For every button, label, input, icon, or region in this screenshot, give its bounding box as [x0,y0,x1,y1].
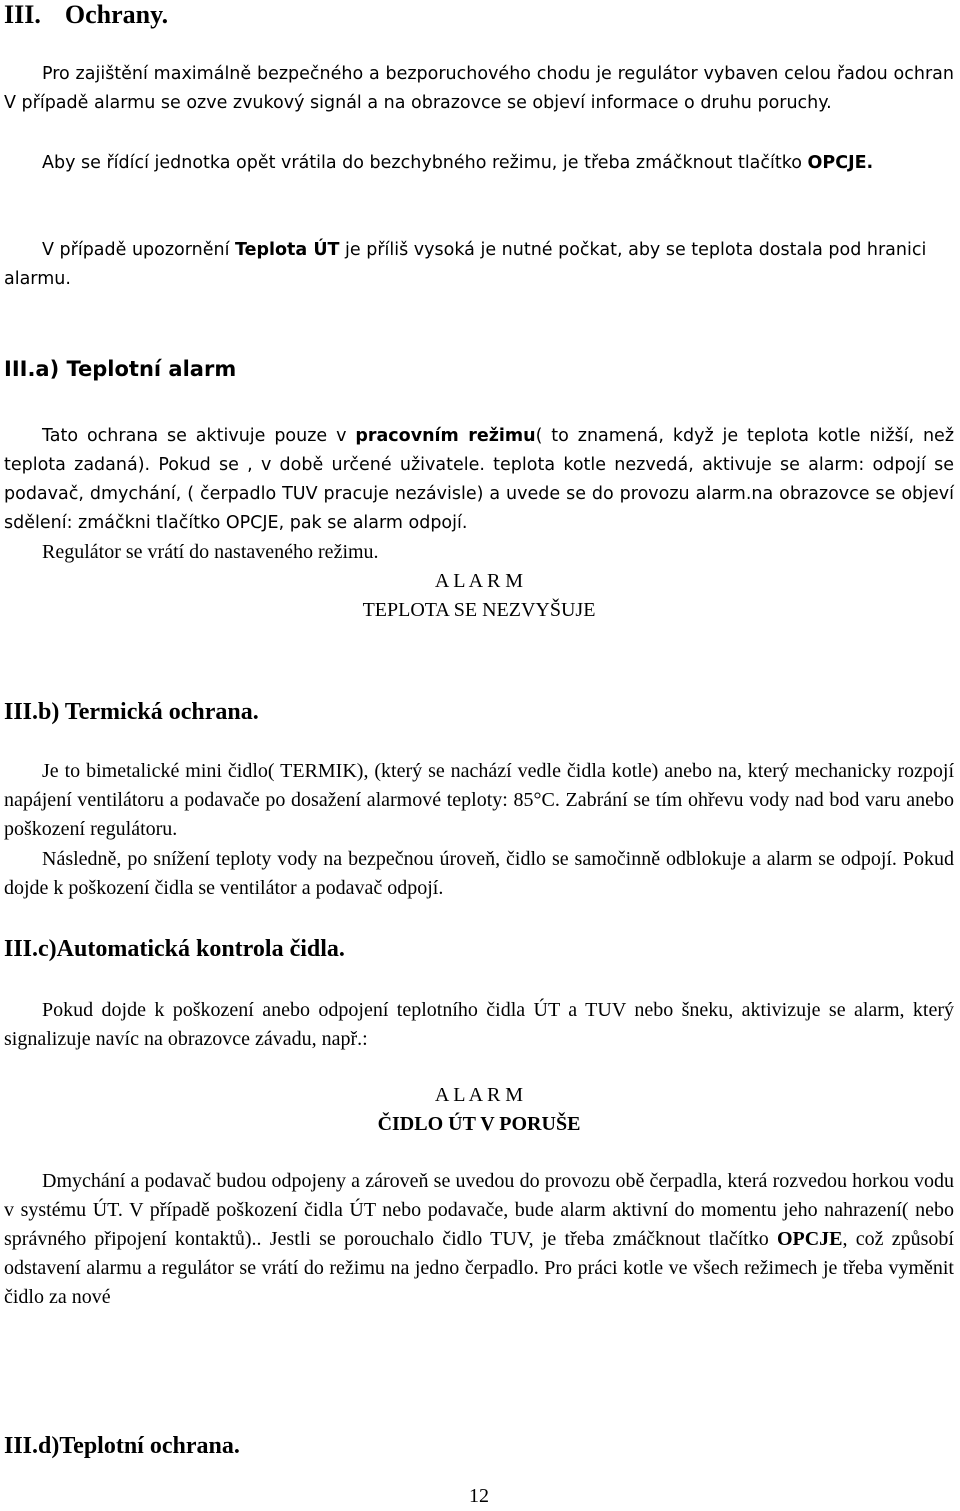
section-a-text-b: ( to znamená, když je teplota kotle nižší, než teplota zadaná). Pokud se , v době určené uživatele. teplota kotle nezvedá, aktivuje se alarm: odpojí se podavač, dmychání, ( čerpadlo TUV pracuje nezávisle) a uvede se do provozu alarm.na obrazovce se objeví sdělení: zmáčkni tlačítko OPCJE, pak se alarm odpojí. [4,426,955,533]
intro-paragraph-2-text: Aby se řídící jednotka opět vrátila do bezchybného režimu, je třeba zmáčknout tlačítko [42,153,802,173]
section-a-paragraph [4,422,954,538]
intro-paragraph-3 [4,236,954,294]
intro-paragraph-2 [4,149,954,178]
main-heading [4,0,954,30]
alarm-text-c: ČIDLO ÚT V PORUŠE [377,1113,581,1135]
section-a-heading: III.a) Teplotní alarm [4,357,237,381]
section-a-paragraph-2: Regulátor se vrátí do nastaveného režimu. [42,541,379,563]
section-b-paragraph-2: Následně, po snížení teploty vody na bezpečnou úroveň, čidlo se samočinně odblokuje a alarm se odpojí. Pokud dojde k poškození čidla se ventilátor a podavač odpojí. [4,848,954,899]
opcje-label: OPCJE. [807,153,874,173]
section-c-text-a: Dmychání a podavač budou odpojeny a zároveň se uvedou do provozu obě čerpadla, která rozvedou horkou vodu v systému ÚT. V případě poškození čidla ÚT nebo podavače, bude alarm aktivní do momentu jeho nahrazení( nebo správného připojení kontaktů).. Jestli se porouchalo čidlo TUV, je třeba zmáčknout tlačítko [4,1170,954,1250]
alarm-text-a: TEPLOTA SE NEZVYŠUJE [362,599,596,621]
page-number: 12 [469,1485,489,1507]
section-d-heading: III.d)Teplotní ochrana. [4,1433,240,1459]
section-b-heading: III.b) Termická ochrana. [4,699,259,725]
teplota-ut-label: Teplota ÚT [235,240,340,260]
alarm-label-a: A L A R M [434,570,524,592]
main-heading-title: Ochrany. [64,0,169,29]
section-c-paragraph-2 [4,1167,954,1312]
intro-paragraph-1: Pro zajištění maximálně bezpečného a bezporuchového chodu je regulátor vybaven celou řadou ochran V případě alarmu se ozve zvukový signál a na obrazovce se objeví informace o druhu poruchy. [4,64,954,113]
section-c-heading: III.c)Automatická kontrola čidla. [4,936,345,962]
main-heading-number: III. [4,0,41,29]
section-c-paragraph-1: Pokud dojde k poškození anebo odpojení teplotního čidla ÚT a TUV nebo šneku, aktivizuje se alarm, který signalizuje navíc na obrazovce závadu, např.: [4,999,954,1050]
section-b-paragraph-1: Je to bimetalické mini čidlo( TERMIK), (který se nachází vedle čidla kotle) anebo na, který mechanicky rozpojí napájení ventilátoru a podavače po dosažení alarmové teploty: 85°C. Zabrání se tím ohřevu vody nad bod varu anebo poškození regulátoru. [4,760,954,840]
alarm-label-c: A L A R M [434,1084,524,1106]
pracovni-rezim-label: pracovním režimu [355,426,536,446]
section-c-text-b: , což způsobí odstavení alarmu a regulátor se vrátí do režimu na jedno čerpadlo. Pro práci kotle ve všech režimech je třeba vyměnit čidlo za nové [4,1228,954,1308]
intro-paragraph-3-text-b: je příliš vysoká je nutné počkat, aby se teplota dostala pod hranici alarmu. [4,240,927,289]
intro-paragraph-3-text-a: V případě upozornění [42,240,236,260]
section-a-text-a: Tato ochrana se aktivuje pouze v [42,426,356,446]
opcje-label-2: OPCJE [776,1228,843,1250]
